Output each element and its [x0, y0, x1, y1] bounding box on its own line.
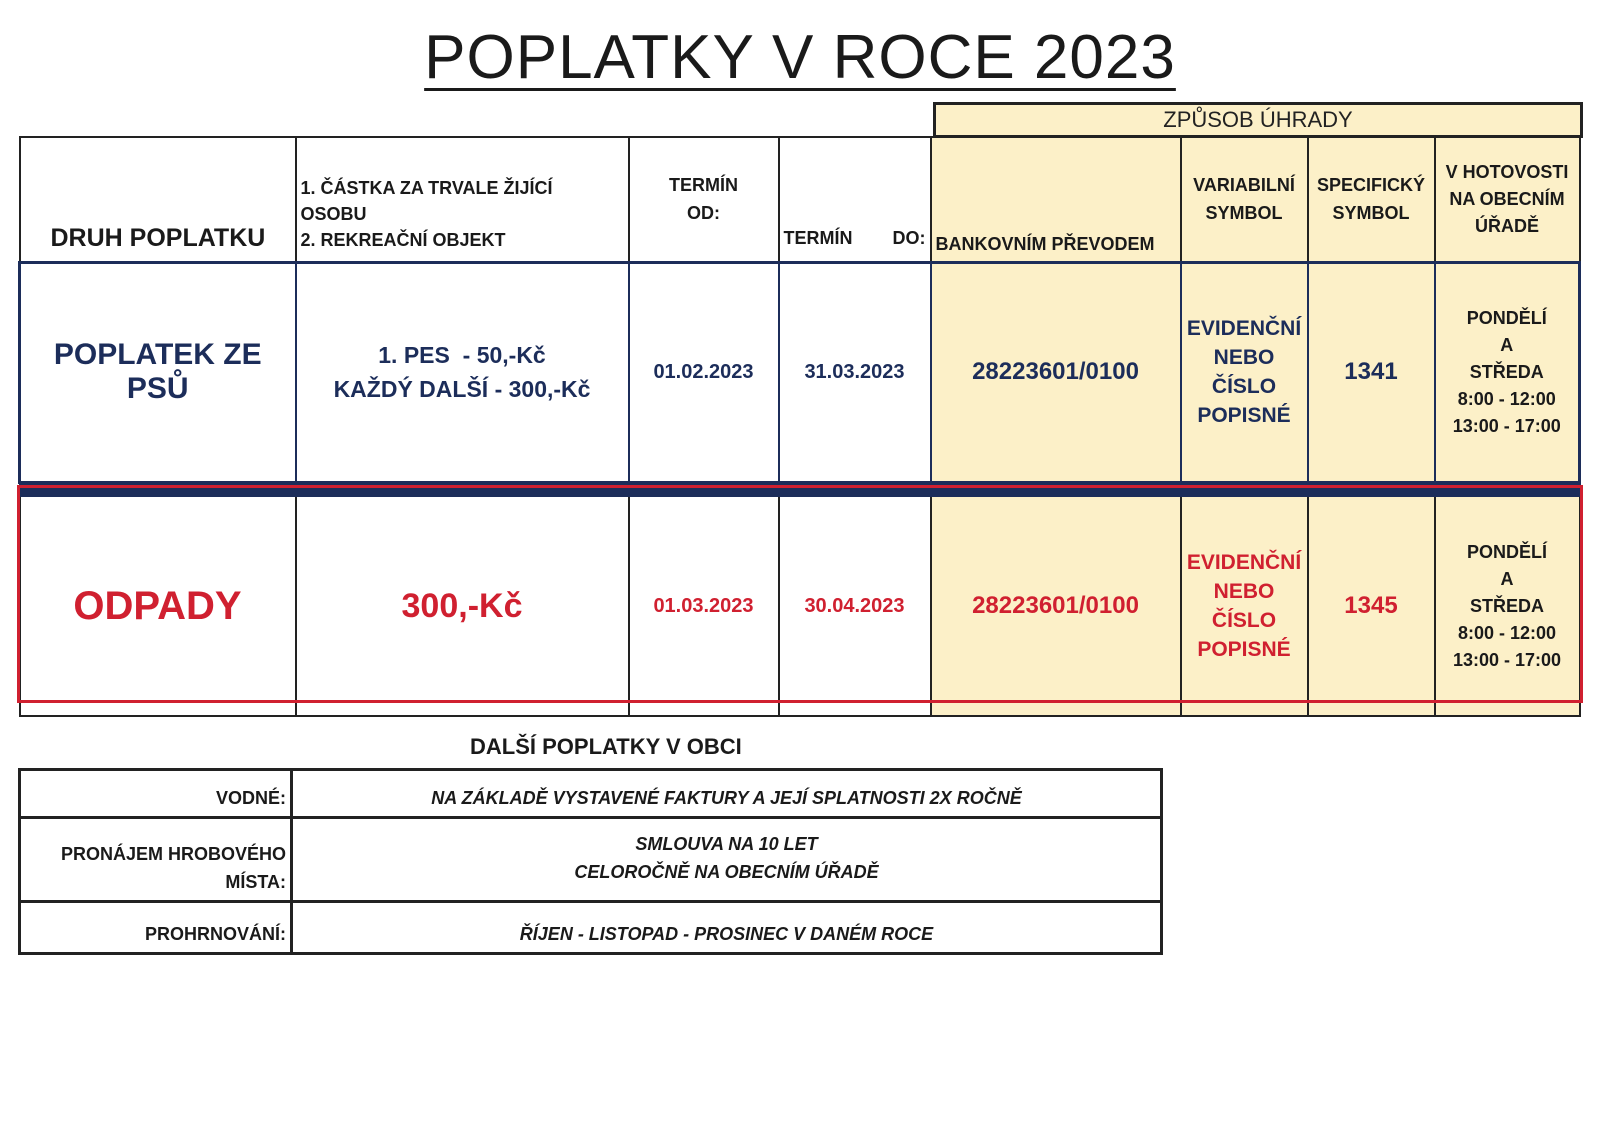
- other-fee-value: ŘÍJEN - LISTOPAD - PROSINEC V DANÉM ROCE: [292, 902, 1162, 954]
- fee-ss: 1345: [1308, 496, 1435, 716]
- fee-hotovost-line: STŘEDA: [1469, 361, 1544, 382]
- fee-vs-line: NEBO ČÍSLO: [1211, 580, 1277, 632]
- fee-vs: [1181, 496, 1308, 716]
- header-vs-line: SYMBOL: [1205, 203, 1283, 224]
- header-vs: [1181, 137, 1308, 262]
- fee-hotovost-line: 8:00 - 12:00: [1457, 622, 1557, 643]
- fee-hotovost-line: 13:00 - 17:00: [1452, 649, 1562, 670]
- other-fee-label: [20, 818, 292, 902]
- header-termin-od: [629, 137, 779, 262]
- fee-hotovost-line: 13:00 - 17:00: [1452, 415, 1561, 436]
- payment-method-header: ZPŮSOB ÚHRADY: [933, 102, 1583, 138]
- table-header-row: [20, 137, 1580, 262]
- fee-date-from: 01.03.2023: [629, 496, 779, 716]
- fee-account: 28223601/0100: [931, 262, 1181, 482]
- header-hotovost-line: NA OBECNÍM: [1449, 188, 1565, 209]
- fee-vs-line: NEBO ČÍSLO: [1211, 346, 1277, 398]
- header-druh: DRUH POPLATKU: [20, 137, 296, 262]
- fee-amount-line: KAŽDÝ DALŠÍ - 300,-Kč: [333, 376, 591, 402]
- fee-hotovost-line: PONDĚLÍ: [1466, 307, 1547, 328]
- table-row: [20, 770, 1162, 818]
- other-fee-value: [292, 818, 1162, 902]
- other-fee-value: NA ZÁKLADĚ VYSTAVENÉ FAKTURY A JEJÍ SPLATNOSTI 2X ROČNĚ: [292, 770, 1162, 818]
- fee-hotovost-line: 8:00 - 12:00: [1457, 388, 1556, 409]
- header-termin-do-label: TERMÍN: [783, 227, 853, 248]
- header-termin-od-line: TERMÍN: [669, 175, 738, 196]
- header-castka-line: 2. REKREAČNÍ OBJEKT: [300, 229, 506, 250]
- fee-vs-line: POPISNÉ: [1197, 404, 1291, 427]
- fee-hotovost-line: PONDĚLÍ: [1466, 541, 1547, 562]
- header-hotovost-line: V HOTOVOSTI: [1445, 161, 1569, 182]
- fee-account: 28223601/0100: [931, 496, 1181, 716]
- fee-hotovost: [1435, 262, 1580, 482]
- page-title: POPLATKY V ROCE 2023: [424, 23, 1176, 92]
- fees-table: [18, 136, 1581, 717]
- other-fee-label-line: MÍSTA:: [225, 872, 286, 892]
- fee-ss: 1341: [1308, 262, 1435, 482]
- table-row: [20, 902, 1162, 954]
- header-ss-line: SPECIFICKÝ: [1316, 175, 1426, 196]
- row-separator: [20, 482, 1580, 496]
- header-hotovost-line: ÚŘADĚ: [1474, 215, 1539, 236]
- fee-amount: 300,-Kč: [296, 496, 629, 716]
- header-termin-od-line: OD:: [687, 203, 720, 224]
- other-fee-label-line: PRONÁJEM HROBOVÉHO: [60, 844, 286, 864]
- fee-date-to: 30.04.2023: [779, 496, 931, 716]
- header-castka: [296, 137, 629, 262]
- header-vs-line: VARIABILNÍ: [1193, 175, 1295, 196]
- other-fee-label: PROHRNOVÁNÍ:: [20, 902, 292, 954]
- fee-vs-line: EVIDENČNÍ: [1186, 317, 1302, 340]
- fee-amount: [296, 262, 629, 482]
- other-fee-label: VODNÉ:: [20, 770, 292, 818]
- header-termin-do-suffix: DO:: [892, 227, 926, 248]
- other-fee-value-line: CELOROČNĚ NA OBECNÍM ÚŘADĚ: [574, 862, 879, 882]
- fee-hotovost-line: A: [1500, 568, 1514, 589]
- header-bank: BANKOVNÍM PŘEVODEM: [931, 137, 1181, 262]
- header-termin-do: [779, 137, 931, 262]
- fee-amount-line: 1. PES - 50,-Kč: [378, 342, 546, 368]
- table-row-odpady: [20, 496, 1580, 716]
- fee-name: ODPADY: [20, 496, 296, 716]
- fee-date-from: 01.02.2023: [629, 262, 779, 482]
- other-fee-value-line: SMLOUVA NA 10 LET: [635, 834, 818, 854]
- fee-hotovost-line: STŘEDA: [1469, 595, 1544, 616]
- other-fees-title: DALŠÍ POPLATKY V OBCI: [470, 734, 742, 759]
- table-row: [20, 818, 1162, 902]
- table-row-psu: [20, 262, 1580, 482]
- fee-vs-line: POPISNÉ: [1197, 638, 1291, 661]
- header-hotovost: [1435, 137, 1580, 262]
- other-fees-table: [18, 768, 1163, 955]
- fee-vs-line: EVIDENČNÍ: [1186, 551, 1302, 574]
- fee-vs: [1181, 262, 1308, 482]
- header-castka-line: 1. ČÁSTKA ZA TRVALE ŽIJÍCÍ OSOBU: [300, 177, 553, 224]
- header-ss: [1308, 137, 1435, 262]
- fee-hotovost: [1435, 496, 1580, 716]
- fee-hotovost-line: A: [1500, 334, 1514, 355]
- fee-date-to: 31.03.2023: [779, 262, 931, 482]
- header-ss-line: SYMBOL: [1332, 203, 1410, 224]
- separator-bar: [20, 482, 1580, 496]
- fee-name: POPLATEK ZE PSŮ: [20, 262, 296, 482]
